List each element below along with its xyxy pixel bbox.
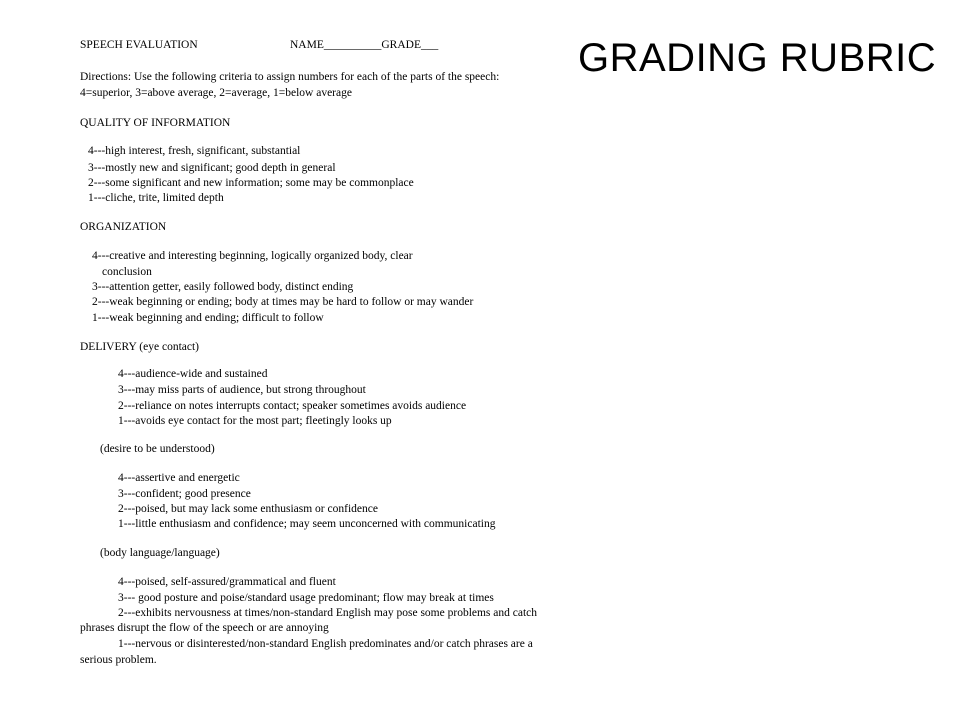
delivery-item: 2---exhibits nervousness at times/non-standard English may pose some problems and catch xyxy=(118,607,538,619)
delivery-item: 4---assertive and energetic xyxy=(118,472,240,484)
section-heading-delivery: DELIVERY (eye contact) xyxy=(80,341,199,353)
delivery-item: 2---reliance on notes interrupts contact; speaker sometimes avoids audience xyxy=(118,400,467,412)
slide-title: GRADING RUBRIC xyxy=(578,36,937,80)
subheading-body-language: (body language/language) xyxy=(100,547,220,559)
quality-item: 2---some significant and new information; some may be commonplace xyxy=(88,177,414,189)
delivery-item-continued: serious problem. xyxy=(80,654,157,666)
section-heading-organization: ORGANIZATION xyxy=(80,221,167,233)
delivery-item: 1---avoids eye contact for the most part; fleetingly looks up xyxy=(118,415,392,427)
organization-item: 2---weak beginning or ending; body at times may be hard to follow or may wander xyxy=(92,296,474,308)
section-heading-quality: QUALITY OF INFORMATION xyxy=(80,117,231,129)
delivery-item: 1---nervous or disinterested/non-standard English predominates and/or catch phrases are a xyxy=(118,638,533,650)
directions-line: Directions: Use the following criteria to assign numbers for each of the parts of the speech: xyxy=(80,71,500,83)
document-header xyxy=(80,38,439,52)
name-grade-field: NAME__________GRADE___ xyxy=(290,39,439,51)
document-title: SPEECH EVALUATION xyxy=(80,39,198,51)
delivery-item: 3--- good posture and poise/standard usage predominant; flow may break at times xyxy=(118,592,494,604)
delivery-item-continued: phrases disrupt the flow of the speech or are annoying xyxy=(80,622,329,634)
quality-item: 4---high interest, fresh, significant, substantial xyxy=(88,145,301,157)
delivery-item: 3---confident; good presence xyxy=(118,488,251,500)
organization-item: 4---creative and interesting beginning, logically organized body, clear xyxy=(92,250,413,262)
scale-line: 4=superior, 3=above average, 2=average, 1=below average xyxy=(80,87,352,99)
delivery-item: 4---audience-wide and sustained xyxy=(118,368,268,380)
delivery-item: 2---poised, but may lack some enthusiasm or confidence xyxy=(118,503,378,515)
organization-item: 1---weak beginning and ending; difficult to follow xyxy=(92,312,324,324)
delivery-item: 1---little enthusiasm and confidence; may seem unconcerned with communicating xyxy=(118,518,496,530)
organization-item: 3---attention getter, easily followed body, distinct ending xyxy=(92,281,354,293)
organization-item: conclusion xyxy=(102,266,152,278)
quality-item: 3---mostly new and significant; good depth in general xyxy=(88,162,336,174)
subheading-desire: (desire to be understood) xyxy=(100,443,215,455)
quality-item: 1---cliche, trite, limited depth xyxy=(88,192,224,204)
delivery-item: 3---may miss parts of audience, but strong throughout xyxy=(118,384,366,396)
delivery-item: 4---poised, self-assured/grammatical and fluent xyxy=(118,576,336,588)
